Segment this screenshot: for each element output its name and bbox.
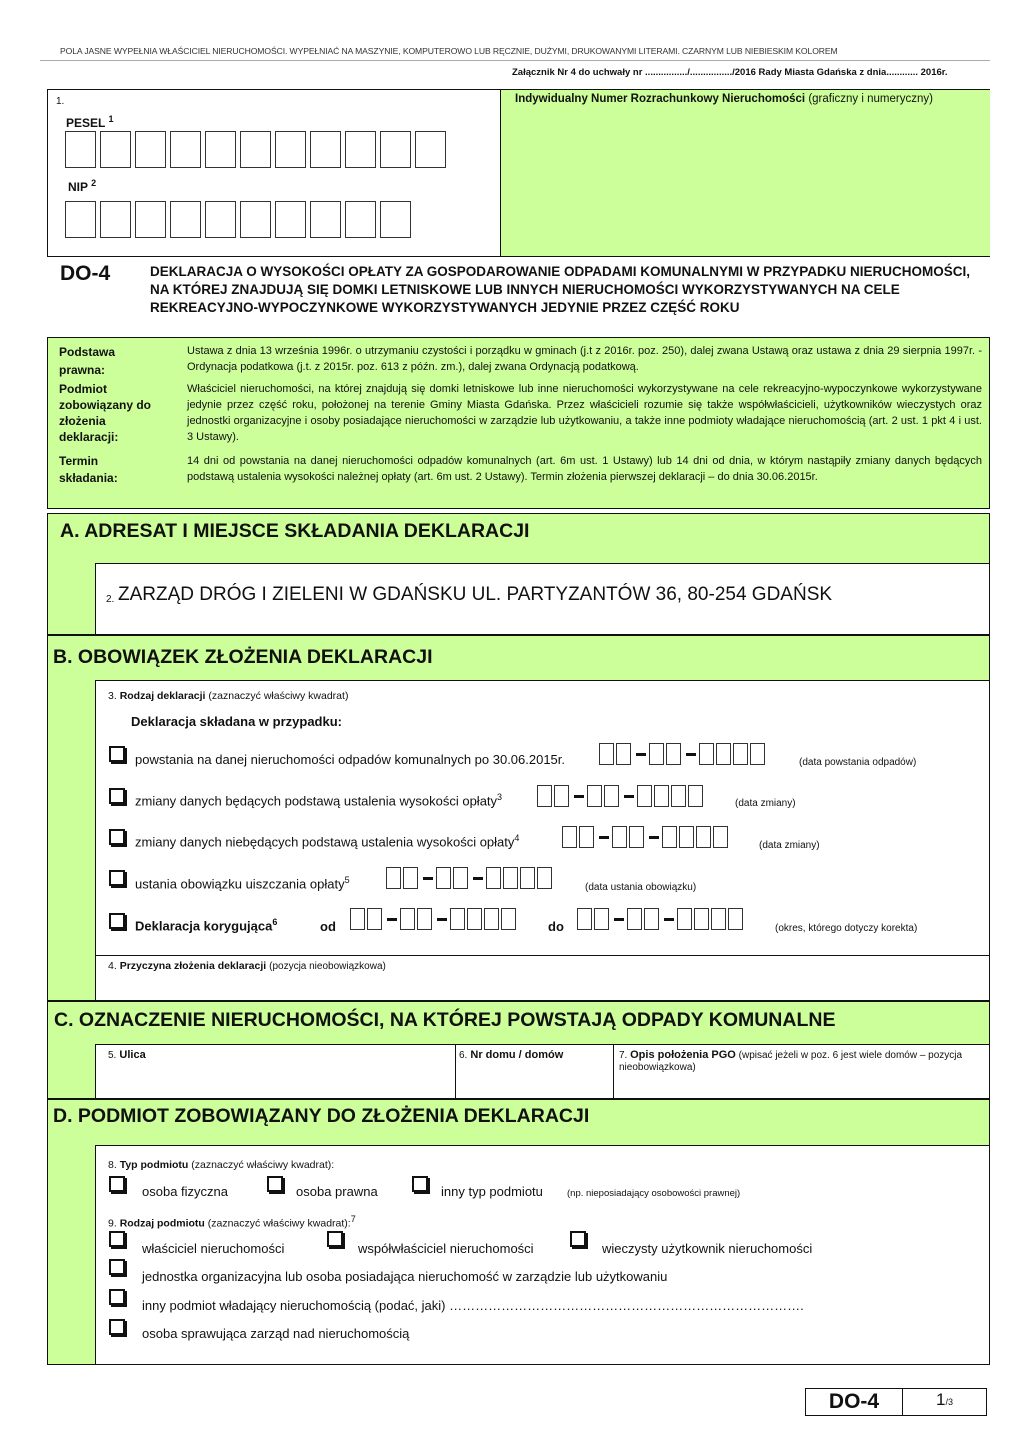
date-change-basis-input[interactable] xyxy=(537,785,705,807)
form-code: DO-4 xyxy=(60,262,111,285)
inrn-hint: (graficzny i numeryczny) xyxy=(805,93,933,105)
location-description-hint: (wpisać jeżeli w poz. 6 jest wiele domów – pozycja nieobowiązkowa) xyxy=(619,1050,963,1073)
basis-text: Ustawa z dnia 13 września 1996r. o utrzymaniu czystości i porządku w gminach (j.t z 2016r. poz. 250), dalej zwana Ustawą oraz ustawa z dnia 29 sierpnia 1997r. - Ordynacja podatkowa (j.t. z 2015r. poz. 613 z późn. zm.), dalej zwana Ordynacją podatkową. xyxy=(187,345,982,373)
house-number-field[interactable] xyxy=(455,1044,613,1098)
date-change-basis-note: (data zmiany) xyxy=(735,798,796,809)
subject-type-field xyxy=(95,1145,989,1207)
field-3-hint: (zaznaczyć właściwy kwadrat) xyxy=(205,690,349,702)
declaration-type-field xyxy=(95,680,989,956)
subject-text: Właściciel nieruchomości, na której znajdują się domki letniskowe lub inne nieruchomości wykorzystywane na cele rekreacyjno-wypoczynkowe wykorzystywane jedynie przez część roku, położonej na terenie Gminy Miasta Gdańska. Przez właścicieli rozumie się także współwłaścicieli, użytkowników wieczystych oraz jednostki organizacyjne i osoby posiadające nieruchomości w zarządzie lub użytkowaniu, a także inne podmioty władające nieruchomością (art. 2 ust. 1 pkt 4 i ust. 3 Ustawy). xyxy=(187,383,982,443)
kind-co-owner-checkbox[interactable] xyxy=(327,1231,343,1247)
kind-perpetual-user-checkbox[interactable] xyxy=(570,1231,586,1247)
kind-other-holder-label[interactable]: inny podmiot władający nieruchomością (podać, jaki) ………………………………………………………………………. xyxy=(142,1298,804,1313)
footer-code-box xyxy=(805,1388,903,1416)
option-correction-checkbox[interactable] xyxy=(109,913,125,929)
declaration-subhead: Deklaracja składana w przypadku: xyxy=(131,714,342,729)
deadline-text: 14 dni od powstania na danej nieruchomości odpadów komunalnych (art. 6m ust. 1 Ustawy) lub 14 dni od dnia, w którym nastąpiły zmiany danych będących podstawą ustalenia wysokości należnej opłaty (art. 6m ust. 2 Ustawy). Termin złożenia pierwszej deklaracji – do dnia 30.06.2015r. xyxy=(187,455,982,483)
header-note: POLA JASNE WYPEŁNIA WŁAŚCICIEL NIERUCHOMOŚCI. WYPEŁNIAĆ NA MASZYNIE, KOMPUTEROWO LUB RĘCZNIE, DUŻYMI, DRUKOWANYMI LITERAMI. CZARNYM LUB NIEBIESKIM KOLOREM xyxy=(60,46,838,56)
footnote-5: 5 xyxy=(344,875,350,885)
option-new-waste-label: powstania na danej nieruchomości odpadów komunalnych po 30.06.2015r. xyxy=(135,752,566,767)
kind-owner-checkbox[interactable] xyxy=(109,1231,125,1247)
date-new-waste-input[interactable] xyxy=(599,743,767,765)
footnote-3: 3 xyxy=(497,792,503,802)
field-5-number: 5. xyxy=(108,1050,117,1061)
section-c-title: C. OZNACZENIE NIERUCHOMOŚCI, NA KTÓREJ POWSTAJĄ ODPADY KOMUNALNE xyxy=(54,1009,836,1031)
option-change-other-label: zmiany danych niebędących podstawą ustalenia wysokości opłaty xyxy=(135,834,515,850)
reason-field[interactable] xyxy=(95,956,989,1000)
field-2-number: 2. xyxy=(106,594,115,605)
option-change-other-checkbox[interactable] xyxy=(109,829,125,845)
date-end-obligation-note: (data ustania obowiązku) xyxy=(585,882,697,893)
field-4-hint: (pozycja nieobowiązkowa) xyxy=(269,961,386,972)
option-end-obligation-checkbox[interactable] xyxy=(109,870,125,886)
street-label: Ulica xyxy=(119,1049,146,1061)
field-9-hint: (zaznaczyć właściwy kwadrat): xyxy=(204,1217,351,1230)
field-4-label: Przyczyna złożenia deklaracji xyxy=(119,960,267,972)
field-1-number: 1. xyxy=(56,96,65,107)
type-other-label: inny typ podmiotu xyxy=(441,1184,543,1199)
kind-owner-label: właściciel nieruchomości xyxy=(142,1241,285,1256)
kind-co-owner-label: współwłaściciel nieruchomości xyxy=(358,1241,534,1256)
subject-label: Podmiot zobowiązany do złożenia deklaracji: xyxy=(59,382,152,444)
field-8-hint: (zaznaczyć właściwy kwadrat): xyxy=(188,1159,335,1171)
page-number: 1 xyxy=(936,1390,946,1409)
kind-administrator-checkbox[interactable] xyxy=(109,1319,125,1335)
section-c xyxy=(47,1001,990,1099)
nip-label: NIP xyxy=(68,180,88,194)
type-natural-person-label: osoba fizyczna xyxy=(142,1184,228,1199)
nip-input[interactable] xyxy=(65,201,411,238)
section-d-title: D. PODMIOT ZOBOWIĄZANY DO ZŁOŻENIA DEKLARACJI xyxy=(53,1105,590,1127)
footnote-6: 6 xyxy=(272,917,278,927)
field-9-label: Rodzaj podmiotu xyxy=(119,1217,205,1230)
option-change-basis-checkbox[interactable] xyxy=(109,788,125,804)
correction-to-input[interactable] xyxy=(577,908,745,930)
location-description-field[interactable] xyxy=(613,1044,989,1098)
field-9-number: 9. xyxy=(108,1217,117,1230)
type-legal-person-checkbox[interactable] xyxy=(267,1176,283,1192)
subject-kind-field xyxy=(95,1207,989,1364)
footer-code: DO-4 xyxy=(828,1390,880,1413)
correction-note: (okres, którego dotyczy korekta) xyxy=(775,923,918,934)
date-change-other-input[interactable] xyxy=(562,826,730,848)
field-7-number: 7. xyxy=(619,1050,628,1061)
id-box xyxy=(47,89,990,257)
location-description-label: Opis położenia PGO xyxy=(630,1049,736,1061)
pesel-footnote: 1 xyxy=(108,114,114,124)
type-natural-person-checkbox[interactable] xyxy=(109,1176,125,1192)
option-correction-label: Deklaracja korygująca xyxy=(135,918,273,934)
nip-footnote: 2 xyxy=(91,178,97,188)
field-3-number: 3. xyxy=(108,690,117,702)
date-change-other-note: (data zmiany) xyxy=(759,840,820,851)
field-6-number: 6. xyxy=(459,1050,468,1061)
option-end-obligation-label: ustania obowiązku uiszczania opłaty xyxy=(135,876,345,892)
inrn-field xyxy=(500,90,990,256)
address-field xyxy=(95,563,989,634)
page-total: /3 xyxy=(945,1397,953,1407)
address-value: ZARZĄD DRÓG I ZIELENI W GDAŃSKU UL. PARTYZANTÓW 36, 80-254 GDAŃSK xyxy=(118,584,833,605)
field-4-number: 4. xyxy=(108,960,117,972)
type-other-note: (np. nieposiadający osobowości prawnej) xyxy=(567,1188,741,1199)
inrn-label: Indywidualny Numer Rozrachunkowy Nieruchomości xyxy=(515,93,806,105)
section-b xyxy=(47,635,990,1001)
field-8-number: 8. xyxy=(108,1159,117,1171)
basis-label: Podstawa prawna: xyxy=(59,345,116,377)
kind-management-unit-checkbox[interactable] xyxy=(109,1259,125,1275)
footnote-7: 7 xyxy=(350,1214,356,1224)
correction-from-label: od xyxy=(320,919,336,934)
street-field[interactable] xyxy=(95,1044,455,1098)
info-block xyxy=(47,337,990,509)
type-legal-person-label: osoba prawna xyxy=(296,1184,378,1199)
section-a xyxy=(47,513,990,635)
correction-from-input[interactable] xyxy=(350,908,518,930)
type-other-checkbox[interactable] xyxy=(412,1176,428,1192)
correction-to-label: do xyxy=(548,919,564,934)
section-d xyxy=(47,1099,990,1365)
option-change-basis-label: zmiany danych będących podstawą ustalenia wysokości opłaty xyxy=(135,793,498,809)
date-end-obligation-input[interactable] xyxy=(386,867,554,889)
pesel-label: PESEL xyxy=(66,116,106,130)
field-3-label: Rodzaj deklaracji xyxy=(119,690,206,702)
kind-other-holder-checkbox[interactable] xyxy=(109,1289,125,1305)
annex-note: Załącznik Nr 4 do uchwały nr ................/................/2016 Rady Miasta Gdańska z dnia............ 2016r. xyxy=(512,67,948,78)
section-b-title: B. OBOWIĄZEK ZŁOŻENIA DEKLARACJI xyxy=(53,646,433,668)
deadline-label: Termin składania: xyxy=(59,454,118,485)
kind-management-unit-label: jednostka organizacyjna lub osoba posiadająca nieruchomość w zarządzie lub użytkowaniu xyxy=(142,1269,668,1284)
option-new-waste-checkbox[interactable] xyxy=(109,746,125,762)
kind-administrator-label: osoba sprawująca zarząd nad nieruchomością xyxy=(142,1326,410,1341)
page-number-box xyxy=(902,1388,987,1416)
section-a-title: A. ADRESAT I MIEJSCE SKŁADANIA DEKLARACJI xyxy=(60,520,530,542)
form-title: DEKLARACJA O WYSOKOŚCI OPŁATY ZA GOSPODAROWANIE ODPADAMI KOMUNALNYMI W PRZYPADKU NIERUCHOMOŚCI, NA KTÓREJ ZNAJDUJĄ SIĘ DOMKI LETNISKOWE LUB INNYCH NIERUCHOMOŚCI WYKORZYSTYWANYCH NA CELE REKREACYJNO-WYPOCZYNKOWE WYKORZYSTYWANYCH JEDYNIE PRZEZ CZĘŚĆ ROKU xyxy=(150,264,971,315)
house-number-label: Nr domu / domów xyxy=(470,1049,564,1061)
footnote-4: 4 xyxy=(514,833,520,843)
date-new-waste-note: (data powstania odpadów) xyxy=(799,757,917,768)
pesel-input[interactable] xyxy=(65,131,446,168)
field-8-label: Typ podmiotu xyxy=(119,1159,189,1171)
kind-perpetual-user-label: wieczysty użytkownik nieruchomości xyxy=(602,1241,813,1256)
